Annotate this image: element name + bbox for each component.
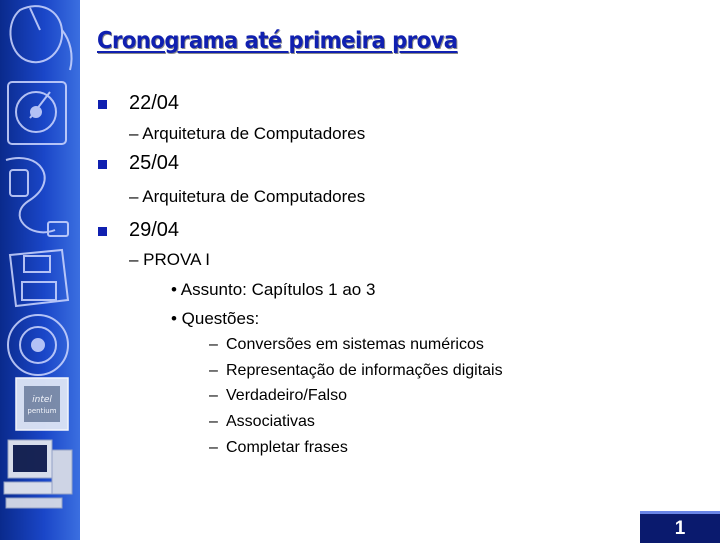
computer-icon [4, 440, 72, 508]
date-25-04: 25/04 [129, 152, 180, 174]
cable-icon [6, 158, 68, 236]
question-type: – Associativas [209, 413, 315, 430]
slide-title: Cronograma até primeira prova [97, 28, 458, 54]
topic-line: – Arquitetura de Computadores [129, 124, 366, 143]
cpu-chip-icon [16, 378, 68, 430]
questions-line: • Questões: [171, 309, 260, 328]
question-type: – Verdadeiro/Falso [209, 387, 347, 404]
bullet-square [98, 160, 107, 169]
date-22-04: 22/04 [129, 92, 180, 114]
svg-text:intel: intel [32, 395, 52, 405]
topic-line: – Arquitetura de Computadores [129, 187, 366, 206]
date-29-04: 29/04 [129, 219, 180, 241]
decorative-sidebar [0, 0, 80, 540]
question-type: – Completar frases [209, 439, 348, 456]
bullet-square [98, 227, 107, 236]
mouse-icon [10, 6, 71, 70]
floppy-disk-icon [10, 250, 68, 306]
question-type: – Representação de informações digitais [209, 362, 503, 379]
bullet-square [98, 100, 107, 109]
hard-disk-icon [8, 82, 66, 144]
page-number: 1 [640, 511, 720, 543]
subject-line: • Assunto: Capítulos 1 ao 3 [171, 280, 376, 299]
exam-line: – PROVA I [129, 250, 210, 269]
question-type: – Conversões em sistemas numéricos [209, 336, 484, 353]
svg-text:pentium: pentium [27, 407, 57, 415]
cd-icon [8, 315, 68, 375]
